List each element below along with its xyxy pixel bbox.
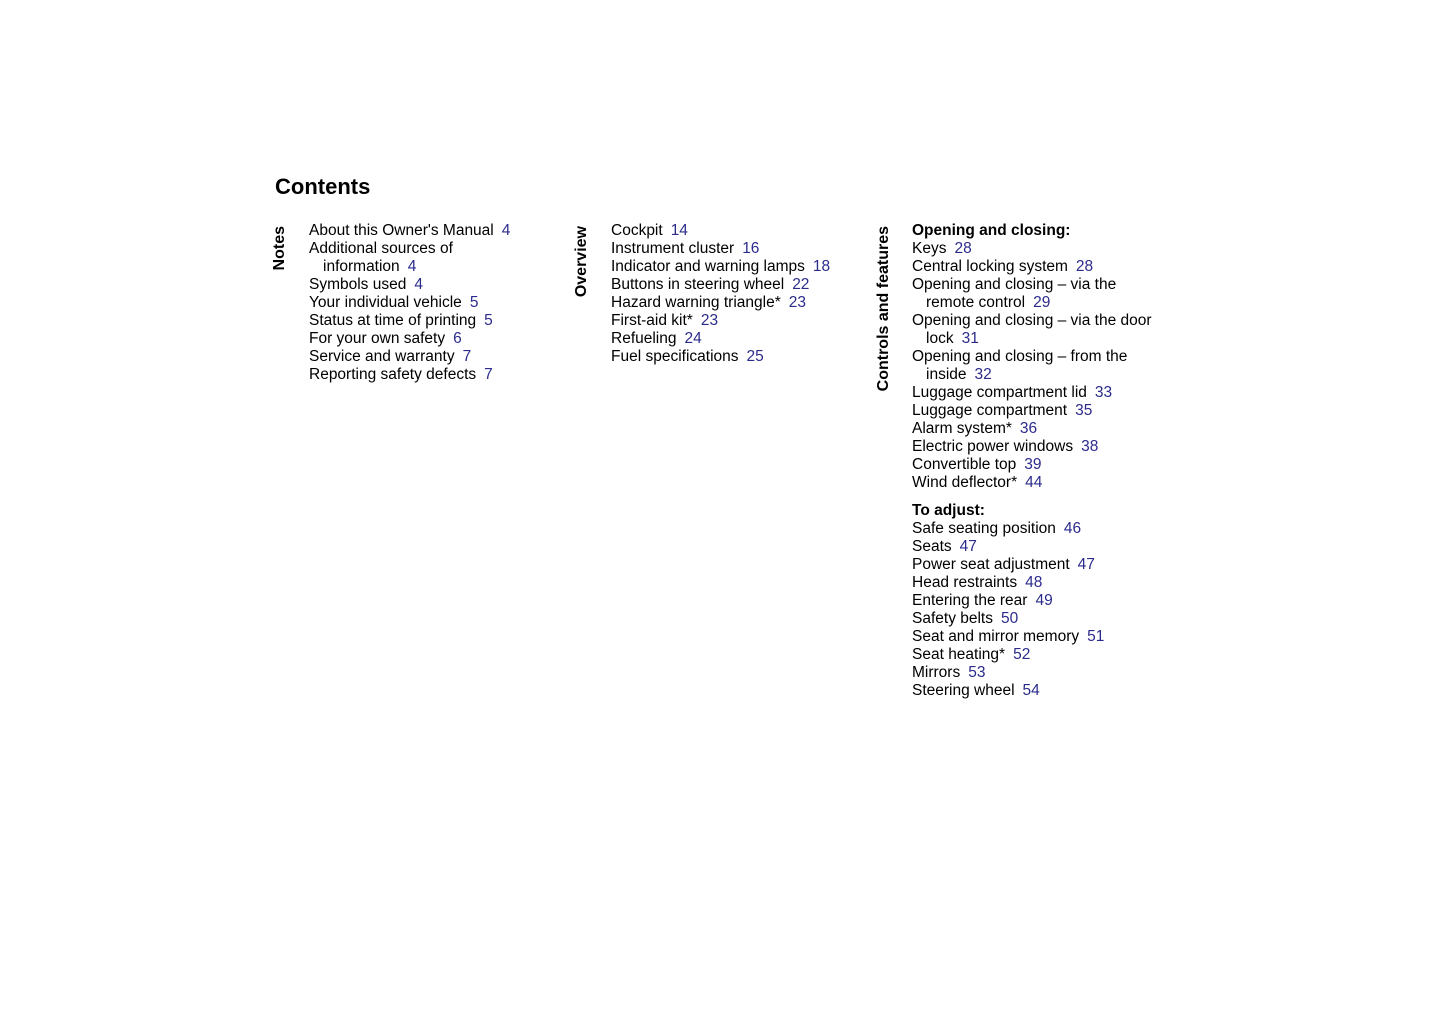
toc-entry[interactable] [611, 330, 861, 348]
toc-entry[interactable] [912, 420, 1157, 438]
toc-entry-title: Reporting safety defects [309, 366, 477, 383]
toc-page-link[interactable]: 49 [1035, 592, 1053, 609]
toc-page-link[interactable]: 50 [1001, 610, 1019, 627]
toc-entry[interactable] [912, 556, 1157, 574]
toc-entry[interactable] [912, 456, 1157, 474]
section-label-notes: Notes [271, 226, 288, 271]
toc-page-link[interactable]: 14 [670, 222, 688, 239]
toc-entry[interactable] [309, 330, 544, 348]
toc-entry[interactable] [309, 366, 544, 384]
toc-entry-title: Fuel specifications [611, 348, 739, 365]
toc-list [611, 222, 861, 366]
toc-entry[interactable] [309, 312, 544, 330]
toc-page-link[interactable]: 5 [469, 294, 479, 311]
toc-entry[interactable] [912, 538, 1157, 556]
toc-page-link[interactable]: 4 [501, 222, 511, 239]
toc-entry-title: Central locking system [912, 258, 1068, 275]
toc-entry[interactable] [611, 258, 861, 276]
toc-entry[interactable] [912, 628, 1157, 646]
toc-page-link[interactable]: 44 [1025, 474, 1043, 491]
toc-page-link[interactable]: 25 [746, 348, 764, 365]
section-controls-and-features [912, 222, 1157, 700]
toc-page-link[interactable]: 51 [1087, 628, 1105, 645]
toc-entry-title: Wind deflector* [912, 474, 1018, 491]
toc-page-link[interactable]: 52 [1013, 646, 1031, 663]
toc-page-link[interactable]: 29 [1033, 294, 1051, 311]
toc-entry[interactable] [912, 682, 1157, 700]
toc-entry[interactable] [611, 276, 861, 294]
toc-entry[interactable] [912, 474, 1157, 492]
toc-entry-title: Safe seating position [912, 520, 1056, 537]
toc-entry[interactable] [611, 294, 861, 312]
toc-page-link[interactable]: 33 [1094, 384, 1113, 401]
toc-entry-title: Your individual vehicle [309, 294, 462, 311]
toc-entry-title: Safety belts [912, 610, 993, 627]
section-notes [309, 222, 544, 384]
toc-entry[interactable] [309, 348, 544, 366]
toc-page-link[interactable]: 39 [1024, 456, 1042, 473]
toc-list [309, 222, 544, 384]
toc-page-link[interactable]: 4 [407, 258, 417, 275]
toc-entry[interactable] [309, 276, 544, 294]
toc-entry-title: Service and warranty [309, 348, 455, 365]
toc-page-link[interactable]: 54 [1022, 682, 1040, 699]
toc-entry-title: Entering the rear [912, 592, 1028, 609]
toc-entry-title: Luggage compartment lid [912, 384, 1087, 401]
toc-page-link[interactable]: 6 [453, 330, 462, 347]
toc-entry-title: Electric power windows [912, 438, 1074, 455]
toc-entry[interactable] [912, 574, 1157, 592]
toc-entry-title: Opening and closing – via the remote control [912, 276, 1117, 311]
toc-entry-title: First-aid kit* [611, 312, 693, 329]
toc-entry-title: Convertible top [912, 456, 1017, 473]
toc-entry[interactable] [912, 240, 1157, 258]
toc-entry[interactable] [912, 258, 1157, 276]
toc-entry-title: Opening and closing – from the inside [912, 348, 1128, 383]
toc-group-to-adjust [912, 502, 1157, 700]
toc-page-link[interactable]: 24 [684, 330, 702, 347]
toc-entry[interactable] [309, 222, 544, 240]
toc-entry[interactable] [912, 664, 1157, 682]
section-overview [611, 222, 861, 366]
toc-entry-title: Steering wheel [912, 682, 1015, 699]
toc-entry-title: Power seat adjustment [912, 556, 1070, 573]
section-label-overview: Overview [573, 226, 590, 298]
page-title: Contents [275, 174, 371, 199]
toc-entry[interactable] [912, 520, 1157, 538]
toc-page-link[interactable]: 35 [1075, 402, 1093, 419]
toc-page-link[interactable]: 4 [414, 276, 423, 293]
toc-page-link[interactable]: 36 [1019, 420, 1038, 437]
toc-entry-title: Seat and mirror memory [912, 628, 1080, 645]
toc-entry-title: Seat heating* [912, 646, 1006, 663]
toc-page-link[interactable]: 53 [968, 664, 986, 681]
toc-entry[interactable] [309, 294, 544, 312]
toc-entry[interactable] [611, 348, 861, 366]
toc-page-link[interactable]: 18 [812, 258, 831, 275]
toc-entry-title: Indicator and warning lamps [611, 258, 805, 275]
toc-entry-title: About this Owner's Manual [309, 222, 494, 239]
toc-entry-title: Head restraints [912, 574, 1018, 591]
toc-entry[interactable] [611, 222, 861, 240]
toc-group-opening-and-closing [912, 222, 1157, 492]
toc-entry[interactable] [912, 384, 1157, 402]
toc-entry-title: Buttons in steering wheel [611, 276, 785, 293]
toc-entry[interactable] [912, 348, 1157, 384]
toc-entry-title: Cockpit [611, 222, 663, 239]
toc-page-link[interactable]: 28 [1075, 258, 1094, 275]
toc-entry[interactable] [912, 610, 1157, 628]
toc-page-link[interactable]: 32 [974, 366, 992, 383]
toc-entry[interactable] [912, 438, 1157, 456]
toc-list [912, 520, 1157, 700]
toc-list [912, 240, 1157, 492]
section-label-controls-and-features: Controls and features [875, 226, 892, 392]
toc-entry[interactable] [611, 240, 861, 258]
toc-page-link[interactable]: 16 [742, 240, 760, 257]
toc-page-link[interactable]: 23 [788, 294, 806, 311]
toc-page-link[interactable]: 46 [1063, 520, 1082, 537]
toc-entry-title: Instrument cluster [611, 240, 735, 257]
toc-page-link[interactable]: 7 [484, 366, 493, 383]
toc-entry-title: Mirrors [912, 664, 961, 681]
toc-entry-title: Alarm system* [912, 420, 1012, 437]
toc-page-link[interactable]: 48 [1025, 574, 1043, 591]
toc-entry-title: Opening and closing – via the door lock [912, 312, 1152, 347]
toc-page-link[interactable]: 38 [1081, 438, 1099, 455]
toc-page-link[interactable]: 23 [700, 312, 719, 329]
toc-entry-title: Hazard warning triangle* [611, 294, 781, 311]
toc-group-heading: To adjust: [912, 502, 985, 519]
toc-entry-title: Symbols used [309, 276, 407, 293]
toc-entry-title: For your own safety [309, 330, 446, 347]
toc-page-link[interactable]: 31 [961, 330, 979, 347]
toc-page-link[interactable]: 28 [954, 240, 972, 257]
toc-entry[interactable] [912, 592, 1157, 610]
toc-entry-title: Additional sources of information [309, 240, 453, 275]
toc-entry-title: Keys [912, 240, 947, 257]
toc-page-link[interactable]: 5 [484, 312, 493, 329]
toc-entry[interactable] [912, 276, 1157, 312]
toc-page-link[interactable]: 7 [462, 348, 472, 365]
toc-entry[interactable] [912, 402, 1157, 420]
toc-entry[interactable] [912, 646, 1157, 664]
toc-entry[interactable] [611, 312, 861, 330]
toc-page-link[interactable]: 22 [792, 276, 810, 293]
toc-entry-title: Seats [912, 538, 952, 555]
toc-group-heading: Opening and closing: [912, 222, 1071, 239]
toc-entry-title: Luggage compartment [912, 402, 1068, 419]
toc-page-link[interactable]: 47 [959, 538, 977, 555]
toc-entry-title: Refueling [611, 330, 677, 347]
toc-entry[interactable] [309, 240, 544, 276]
toc-page-link[interactable]: 47 [1077, 556, 1095, 573]
toc-entry[interactable] [912, 312, 1157, 348]
toc-entry-title: Status at time of printing [309, 312, 477, 329]
